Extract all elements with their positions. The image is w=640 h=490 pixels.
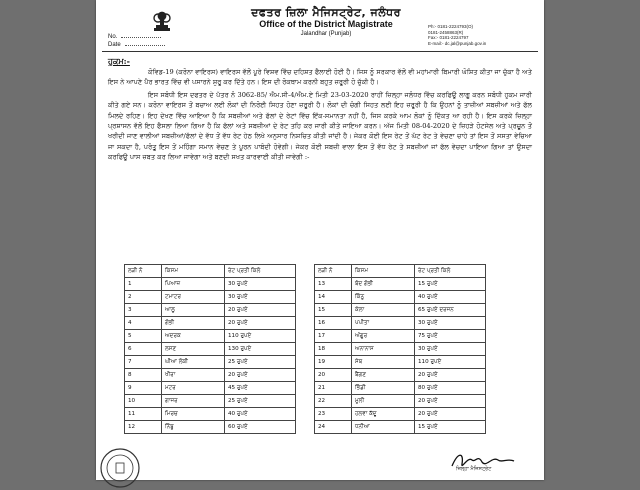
rate-cell: 60 ਰੁਪਏ [225, 421, 296, 434]
serial-cell: 10 [125, 395, 162, 408]
contact-line: 0181-2458863(R) [428, 29, 464, 35]
serial-cell: 5 [125, 330, 162, 343]
table-row [125, 408, 296, 421]
contact-block [428, 24, 540, 46]
table-row [125, 330, 296, 343]
item-cell: ਗੋਭੀ [162, 317, 225, 330]
paragraph-1: ਕੋਵਿਡ-19 (ਕਰੋਨਾ ਵਾਇਰਸ) ਵਾਇਰਸ ਵੱਲੋਂ ਪੂਰੇ ਵਿਸ਼ਵ ਵਿੱਚ ਦਹਿਸ਼ਤ ਫੈਲਾਈ ਹੋਈ ਹੈ। ਜਿਸ ਨੂੰ ਸਰਕਾਰ ਵੱਲੋਂ ਵੀ ਮਹਾਂਮਾਰੀ ਬਿਮਾਰੀ ਘੋਸ਼ਿਤ ਕੀਤਾ ਜਾ ਚੁੱਕਾ ਹੈ ਅਤੇ ਇਸ ਨੇ ਆਪਣੇ ਪੈਰ ਭਾਰਤ ਵਿੱਚ ਵੀ ਪਸਾਰਨੇ ਸ਼ੁਰੂ ਕਰ ਦਿੱਤੇ ਹਨ। ਇਸ ਦੀ ਰੋਕਥਾਮ ਕਰਨੀ ਬਹੁਤ ਜ਼ਰੂਰੀ ਹੋ ਚੁੱਕੀ ਹੈ। [108, 68, 532, 87]
rate-cell: 80 ਰੁਪਏ [415, 382, 486, 395]
rate-cell: 45 ਰੁਪਏ [225, 382, 296, 395]
table-row [315, 330, 486, 343]
item-cell: ਬੈਂਗਣ [352, 369, 415, 382]
item-cell: ਲਸਣ [162, 343, 225, 356]
item-cell: ਘੀਆ ਲੋਕੀ [162, 356, 225, 369]
serial-cell: 8 [125, 369, 162, 382]
signatory-title: ਜ਼ਿਲ੍ਹਾ ਮੈਜਿਸਟ੍ਰੇਟ [456, 466, 492, 472]
serial-cell: 17 [315, 330, 352, 343]
serial-cell: 9 [125, 382, 162, 395]
item-cell: ਖੀਰਾ [162, 369, 225, 382]
rate-cell: 25 ਰੁਪਏ [225, 395, 296, 408]
table-row [315, 382, 486, 395]
table-row [125, 278, 296, 291]
rate-table-right [314, 264, 486, 434]
rate-cell: 15 ਰੁਪਏ [415, 278, 486, 291]
rate-cell: 110 ਰੁਪਏ [225, 330, 296, 343]
serial-cell: 15 [315, 304, 352, 317]
contact-line: Fax:- 0181-2224797 [428, 35, 469, 40]
office-stamp-icon [98, 446, 142, 490]
table-row [315, 304, 486, 317]
serial-cell: 23 [315, 408, 352, 421]
header-item: ਕਿਸਮ [162, 265, 225, 278]
serial-cell: 24 [315, 421, 352, 434]
emblem-icon [150, 8, 174, 34]
table-row [315, 356, 486, 369]
rate-cell: 20 ਰੁਪਏ [225, 369, 296, 382]
serial-cell: 12 [125, 421, 162, 434]
table-row [125, 356, 296, 369]
item-cell: ਅਨਾਨਾਸ [352, 343, 415, 356]
item-cell: ਟਮਾਟਰ [162, 291, 225, 304]
item-cell: ਨਿੰਬੂ [162, 421, 225, 434]
table-row [315, 317, 486, 330]
header-rate: ਰੇਟ ਪ੍ਰਤੀ ਕਿਲੋ [415, 265, 486, 278]
item-cell: ਆਲੂ [162, 304, 225, 317]
rate-cell: 75 ਰੁਪਏ [415, 330, 486, 343]
item-cell: ਹਲਵਾ ਕੱਦੂ [352, 408, 415, 421]
rate-cell: 110 ਰੁਪਏ [415, 356, 486, 369]
rate-table-left [124, 264, 296, 434]
rate-cell: 130 ਰੁਪਏ [225, 343, 296, 356]
header-item: ਕਿਸਮ [352, 265, 415, 278]
table-row [125, 382, 296, 395]
serial-cell: 13 [315, 278, 352, 291]
ref-number-line [108, 34, 161, 40]
table-row [315, 369, 486, 382]
header-rate: ਰੇਟ ਪ੍ਰਤੀ ਕਿਲੋ [225, 265, 296, 278]
serial-cell: 21 [315, 382, 352, 395]
rate-cell: 65 ਰੁਪਏ ਦਰਜਨ [415, 304, 486, 317]
rate-cell: 20 ਰੁਪਏ [415, 395, 486, 408]
date-label: Date [108, 42, 121, 48]
serial-cell: 6 [125, 343, 162, 356]
paragraph-2: ਇਸ ਸਬੰਧੀ ਇਸ ਦਫਤਰ ਦੇ ਪੱਤਰ ਨੰ 3062-85/ ਐਮ.ਸੀ-4/ਐਮ.ਏ ਮਿਤੀ 23-03-2020 ਰਾਹੀਂ ਜ਼ਿਲ੍ਹਾ ਜਲੰਧਰ ਵਿੱਚ ਕਰਫਿਊ ਲਾਗੂ ਕਰਨ ਸਬੰਧੀ ਹੁਕਮ ਜਾਰੀ ਕੀਤੇ ਗਏ ਸਨ। ਕਰੋਨਾ ਵਾਇਰਸ ਤੋਂ ਬਚਾਅ ਲਈ ਲੋਕਾਂ ਦੀ ਨਿਰੋਈ ਸਿਹਤ ਹੋਣਾ ਜ਼ਰੂਰੀ ਹੈ। ਲੋਕਾਂ ਦੀ ਚੰਗੀ ਸਿਹਤ ਲਈ ਇਹ ਜ਼ਰੂਰੀ ਹੈ ਕਿ ਉਹਨਾਂ ਨੂੰ ਤਾਜ਼ੀਆਂ ਸਬਜ਼ੀਆਂ ਅਤੇ ਫੱਲ ਮਿਲਦੇ ਰਹਿਣ। ਇਹ ਦੇਖਣ ਵਿੱਚ ਆਇਆ ਹੈ ਕਿ ਸਬਜ਼ੀਆਂ ਅਤੇ ਫੱਲਾਂ ਦੇ ਰੇਟਾਂ ਵਿੱਚ ਇੱਕ-ਸਮਾਨਤਾ ਨਹੀਂ ਹੈ, ਜਿਸ ਕਰਕੇ ਆਮ ਲੋਕਾਂ ਨੂੰ ਦਿੱਕਤ ਆ ਰਹੀ ਹੈ। ਇਸ ਕਰਕੇ ਜ਼ਿਲ੍ਹਾ ਪ੍ਰਸ਼ਾਸਨ ਵੱਲੋਂ ਇਹ ਫੈਸਲਾ ਲਿਆ ਗਿਆ ਹੈ ਕਿ ਫੱਲਾਂ ਅਤੇ ਸਬਜ਼ੀਆਂ ਦੇ ਰੇਟ ਤਹਿ ਕਰ ਜਾਰੀ ਕੀਤੇ ਜਾਇਆ ਕਰਨ। ਅੱਜ ਮਿਤੀ 08-04-2020 ਦੇ ਜ਼ਿਹੜੇ ਹੋਟਸੇਲ ਅਤੇ ਪ੍ਰਚੂਨ ਤੋਂ ਖਰੀਦੀ ਜਾਣ ਵਾਲੀਆਂ ਸਬਜ਼ੀਆਂ/ਫੱਲਾਂ ਦੇ ਵੱਧ ਤੋਂ ਵੱਧ ਰੇਟ ਹੇਠ ਲਿਖੇ ਅਨੁਸਾਰ ਨਿਸ਼ਚਿਤ ਕੀਤੀ ਜਾਂਦੀ ਹੈ। ਜੇਕਰ ਕੋਈ ਇਸ ਰੇਟ ਤੋਂ ਘੱਟ ਰੇਟ ਤੇ ਵੇਚਣਾ ਚਾਹੇ ਤਾਂ ਇਸ ਤੋਂ ਸਸਤਾ ਵੇਚਿਆ ਜਾ ਸਕਦਾ ਹੈ, ਪਰੰਤੂ ਇਸ ਤੋਂ ਮਹਿੰਗਾ ਸਮਾਨ ਵੇਚਣ ਤੇ ਪੂਰਨ ਪਾਬੰਦੀ ਹੋਵੇਗੀ। ਜੇਕਰ ਕੋਈ ਸਬਜ਼ੀ ਵਾਲਾ ਇਸ ਤੋਂ ਵੱਧ ਰੇਟ ਤੇ ਸਬਜ਼ੀਆਂ ਜਾਂ ਫੱਲ ਵੇਚਦਾ ਪਾਇਆ ਗਿਆ ਤਾਂ ਉਸਦਾ ਕਰਫਿਊ ਪਾਸ ਜ਼ਬਤ ਕਰ ਲਿਆ ਜਾਵੇਗਾ ਅਤੇ ਬਣਦੀ ਸਖਤ ਕਾਰਵਾਈ ਕੀਤੀ ਜਾਵੇਗੀ :- [108, 90, 532, 162]
date-blank [125, 45, 165, 46]
serial-cell: 18 [315, 343, 352, 356]
rate-cell: 20 ਰੁਪਏ [415, 408, 486, 421]
office-title-english: Office of the District Magistrate [259, 19, 393, 29]
table-row [315, 343, 486, 356]
serial-cell: 7 [125, 356, 162, 369]
item-cell: ਪਪੀਤਾ [352, 317, 415, 330]
item-cell: ਪਿਆਜ਼ [162, 278, 225, 291]
item-cell: ਭਿੰਡੀ [352, 382, 415, 395]
table-row [125, 421, 296, 434]
serial-cell: 20 [315, 369, 352, 382]
item-cell: ਕੇਲਾ [352, 304, 415, 317]
item-cell: ਸੇਬ [352, 356, 415, 369]
header-divider [102, 51, 538, 52]
item-cell: ਬੰਦ ਗੋਭੀ [352, 278, 415, 291]
table-header-row [315, 265, 486, 278]
rate-cell: 30 ਰੁਪਏ [415, 317, 486, 330]
serial-cell: 4 [125, 317, 162, 330]
table-row [315, 395, 486, 408]
ref-blank [121, 37, 161, 38]
ref-label: No. [108, 34, 118, 40]
office-title-punjabi: ਦਫਤਰ ਜ਼ਿਲਾ ਮੈਜਿਸਟ੍ਰੇਟ, ਜਲੰਧਰ [251, 6, 401, 19]
header-serial: ਲੜੀ ਨੰ [315, 265, 352, 278]
table-row [125, 291, 296, 304]
rate-cell: 30 ਰੁਪਏ [225, 278, 296, 291]
table-row [125, 317, 296, 330]
item-cell: ਧਨੀਆ [352, 421, 415, 434]
rate-cell: 40 ਰੁਪਏ [225, 408, 296, 421]
serial-cell: 14 [315, 291, 352, 304]
table-row [125, 304, 296, 317]
item-cell: ਮਟਰ [162, 382, 225, 395]
rate-cell: 30 ਰੁਪਏ [415, 343, 486, 356]
item-cell: ਅੰਗੂਰ [352, 330, 415, 343]
serial-cell: 2 [125, 291, 162, 304]
header-serial: ਲੜੀ ਨੰ [125, 265, 162, 278]
table-row [315, 278, 486, 291]
item-cell: ਮਿਰਚ [162, 408, 225, 421]
date-line [108, 42, 165, 48]
item-cell: ਮੂਲੀ [352, 395, 415, 408]
table-row [125, 395, 296, 408]
table-row [125, 343, 296, 356]
serial-cell: 22 [315, 395, 352, 408]
serial-cell: 1 [125, 278, 162, 291]
order-heading: ਹੁਕਮ:- [108, 56, 130, 66]
rate-cell: 40 ਰੁਪਏ [415, 291, 486, 304]
table-row [125, 369, 296, 382]
table-header-row [125, 265, 296, 278]
item-cell: ਗਾਜਰ [162, 395, 225, 408]
item-cell: ਕਿੰਨੂ [352, 291, 415, 304]
rate-cell: 30 ਰੁਪਏ [225, 291, 296, 304]
contact-line: E-mail:- dc.jal@punjab.gov.in [428, 40, 487, 46]
serial-cell: 11 [125, 408, 162, 421]
table-row [315, 291, 486, 304]
rate-cell: 15 ਰੁਪਏ [415, 421, 486, 434]
rate-cell: 20 ਰੁਪਏ [225, 304, 296, 317]
document-page [96, 0, 544, 480]
rate-cell: 20 ਰੁਪਏ [225, 317, 296, 330]
rate-cell: 20 ਰੁਪਏ [415, 369, 486, 382]
serial-cell: 3 [125, 304, 162, 317]
contact-line: Ph:- 0181-2224793(O) [428, 24, 474, 29]
office-location: Jalandhar (Punjab) [300, 31, 352, 37]
table-row [315, 408, 486, 421]
table-row [315, 421, 486, 434]
serial-cell: 19 [315, 356, 352, 369]
serial-cell: 16 [315, 317, 352, 330]
item-cell: ਅਦਰਕ [162, 330, 225, 343]
rate-cell: 25 ਰੁਪਏ [225, 356, 296, 369]
order-body [108, 67, 532, 165]
